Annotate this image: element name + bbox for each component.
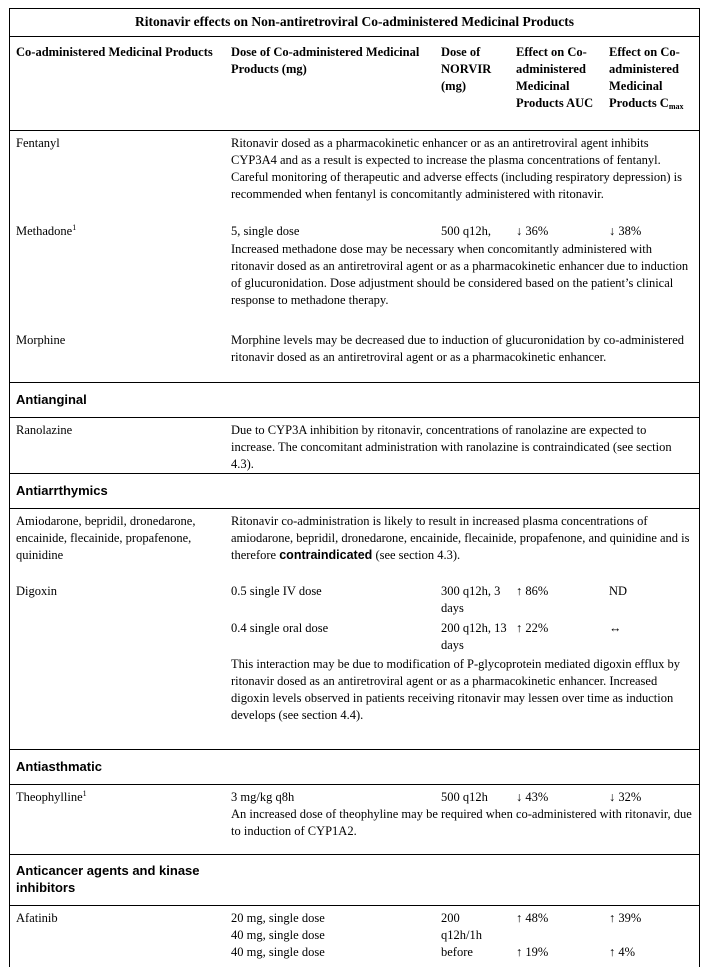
methadone-name: Methadone: [16, 224, 73, 238]
drug-digoxin: Digoxin: [16, 584, 57, 598]
theophylline-norvir-dose: 500 q12h: [441, 790, 488, 804]
table-title: Ritonavir effects on Non-antiretroviral Co-administered Medicinal Products: [10, 8, 699, 37]
digoxin-oral-dose: 0.4 single oral dose: [231, 621, 329, 635]
antiarrhythmics-heading: Antiarrthymics: [16, 483, 108, 498]
antiasthmatic-heading: Antiasthmatic: [16, 759, 102, 774]
afatinib-dose-3: 40 mg, single dose: [231, 945, 325, 959]
antiarrhythmic-drug-list: Amiodarone, bepridil, dronedarone, encainide, flecainide, propafenone, quinidine: [16, 514, 196, 562]
afatinib-cmax-1: ↑ 39%: [609, 911, 642, 925]
methadone-dose: 5, single dose: [231, 224, 300, 238]
theophylline-cmax: ↓ 32%: [609, 790, 642, 804]
contraindicated-label: contraindicated: [279, 548, 373, 562]
morphine-text: Morphine levels may be decreased due to induction of glucuronidation by co-administered ritonavir dosed as an antiretroviral agent or as a pharmacokinetic enhancer.: [231, 333, 684, 364]
header-dose-norvir: Dose of NORVIR (mg): [441, 45, 492, 93]
digoxin-text: This interaction may be due to modification of P-glycoprotein mediated digoxin efflux by ritonavir dosed as an antiretroviral agent or as a pharmacokinetic enhancer. Increased digoxin levels observed in patients receiving ritonavir may lessen over time as induction develops (see section 4.4).: [231, 657, 680, 722]
digoxin-oral-cmax: ↔: [609, 621, 622, 635]
digoxin-iv-dose: 0.5 single IV dose: [231, 584, 322, 598]
antianginal-heading-row: [10, 383, 699, 418]
afatinib-auc-3: ↑ 19%: [516, 945, 549, 959]
theophylline-footnote: 1: [82, 789, 87, 798]
drug-methadone: [16, 223, 226, 240]
methadone-cmax: ↓ 38%: [609, 224, 642, 238]
afatinib-cmax-3: ↑ 4%: [609, 945, 636, 959]
header-effect-auc: Effect on Co-administered Medicinal Products AUC: [516, 45, 594, 110]
theophylline-dose: 3 mg/kg q8h: [231, 790, 295, 804]
afatinib-norvir-line-1: 200: [441, 911, 460, 925]
anticancer-heading: Anticancer agents and kinase inhibitors: [16, 863, 200, 895]
digoxin-iv-norvir-dose: 300 q12h, 3 days: [441, 584, 501, 615]
drug-morphine: Morphine: [16, 333, 66, 347]
afatinib-dose-1: 20 mg, single dose: [231, 911, 325, 925]
fentanyl-text: Ritonavir dosed as a pharmacokinetic enhancer or as an antiretroviral agent inhibits CYP3A4 and as a result is expected to increase the plasma concentrations of fentanyl. Careful monitoring of therapeutic and adverse effects (including respiratory depression) is recommended when fentanyl is concomitantly administered with ritonavir.: [231, 136, 683, 201]
theophylline-text: An increased dose of theophyline may be required when co-administered with ritonavir, due to induction of CYP1A2.: [231, 807, 692, 838]
table-header: [10, 37, 699, 131]
header-effect-cmax: [609, 44, 695, 113]
antiarrhythmics-heading-row: [10, 474, 699, 509]
antiarrhythmics-text-pre: Ritonavir co-administration is likely to result in increased plasma concentrations of amiodarone, bepridil, dronedarone, encainide, flecainide, propafenone, and quinidine and is therefore: [231, 514, 690, 562]
drug-afatinib: Afatinib: [16, 911, 58, 925]
digoxin-iv-auc: ↑ 86%: [516, 584, 549, 598]
header-dose-coadministered: Dose of Co-administered Medicinal Products (mg): [231, 45, 420, 76]
antiarrhythmics-text: [231, 513, 693, 564]
header-cmax-subscript: max: [668, 102, 684, 111]
afatinib-norvir-line-3: before: [441, 945, 473, 959]
methadone-auc: ↓ 36%: [516, 224, 549, 238]
antiarrhythmics-group: [10, 509, 699, 750]
drug-theophylline: [16, 789, 226, 806]
anticancer-heading-row: [10, 855, 699, 906]
afatinib-dose-2: 40 mg, single dose: [231, 928, 325, 942]
theophylline-row: [10, 785, 699, 855]
afatinib-auc-1: ↑ 48%: [516, 911, 549, 925]
opioid-group: [10, 131, 699, 383]
antianginal-heading: Antianginal: [16, 392, 87, 407]
antiasthmatic-heading-row: [10, 750, 699, 785]
ranolazine-row: [10, 418, 699, 474]
digoxin-iv-cmax: ND: [609, 584, 628, 598]
afatinib-row: [10, 906, 699, 970]
header-effect-cmax-label: Effect on Co-administered Medicinal Products C: [609, 45, 680, 110]
digoxin-oral-norvir-dose: 200 q12h, 13 days: [441, 621, 507, 652]
ranolazine-text: Due to CYP3A inhibition by ritonavir, concentrations of ranolazine are expected to increase. The concomitant administration with ranolazine is contraindicated (see section 4.3).: [231, 423, 672, 471]
drug-ranolazine: Ranolazine: [16, 423, 73, 437]
interaction-table: [9, 8, 700, 967]
afatinib-norvir-line-2: q12h/1h: [441, 928, 482, 942]
header-medicinal-products: Co-administered Medicinal Products: [16, 45, 213, 59]
methadone-text: Increased methadone dose may be necessary when concomitantly administered with ritonavir dosed as an antiretroviral agent or as a pharmacokinetic enhancer due to induction of glucuronidation. Dose adjustment should be considered based on the patient’s clinical response to methadone therapy.: [231, 242, 689, 307]
digoxin-oral-auc: ↑ 22%: [516, 621, 549, 635]
methadone-footnote: 1: [72, 223, 77, 232]
theophylline-name: Theophylline: [16, 790, 83, 804]
theophylline-auc: ↓ 43%: [516, 790, 549, 804]
drug-fentanyl: Fentanyl: [16, 136, 60, 150]
methadone-norvir-dose: 500 q12h,: [441, 224, 491, 238]
antiarrhythmics-text-post: (see section 4.3).: [372, 548, 461, 562]
